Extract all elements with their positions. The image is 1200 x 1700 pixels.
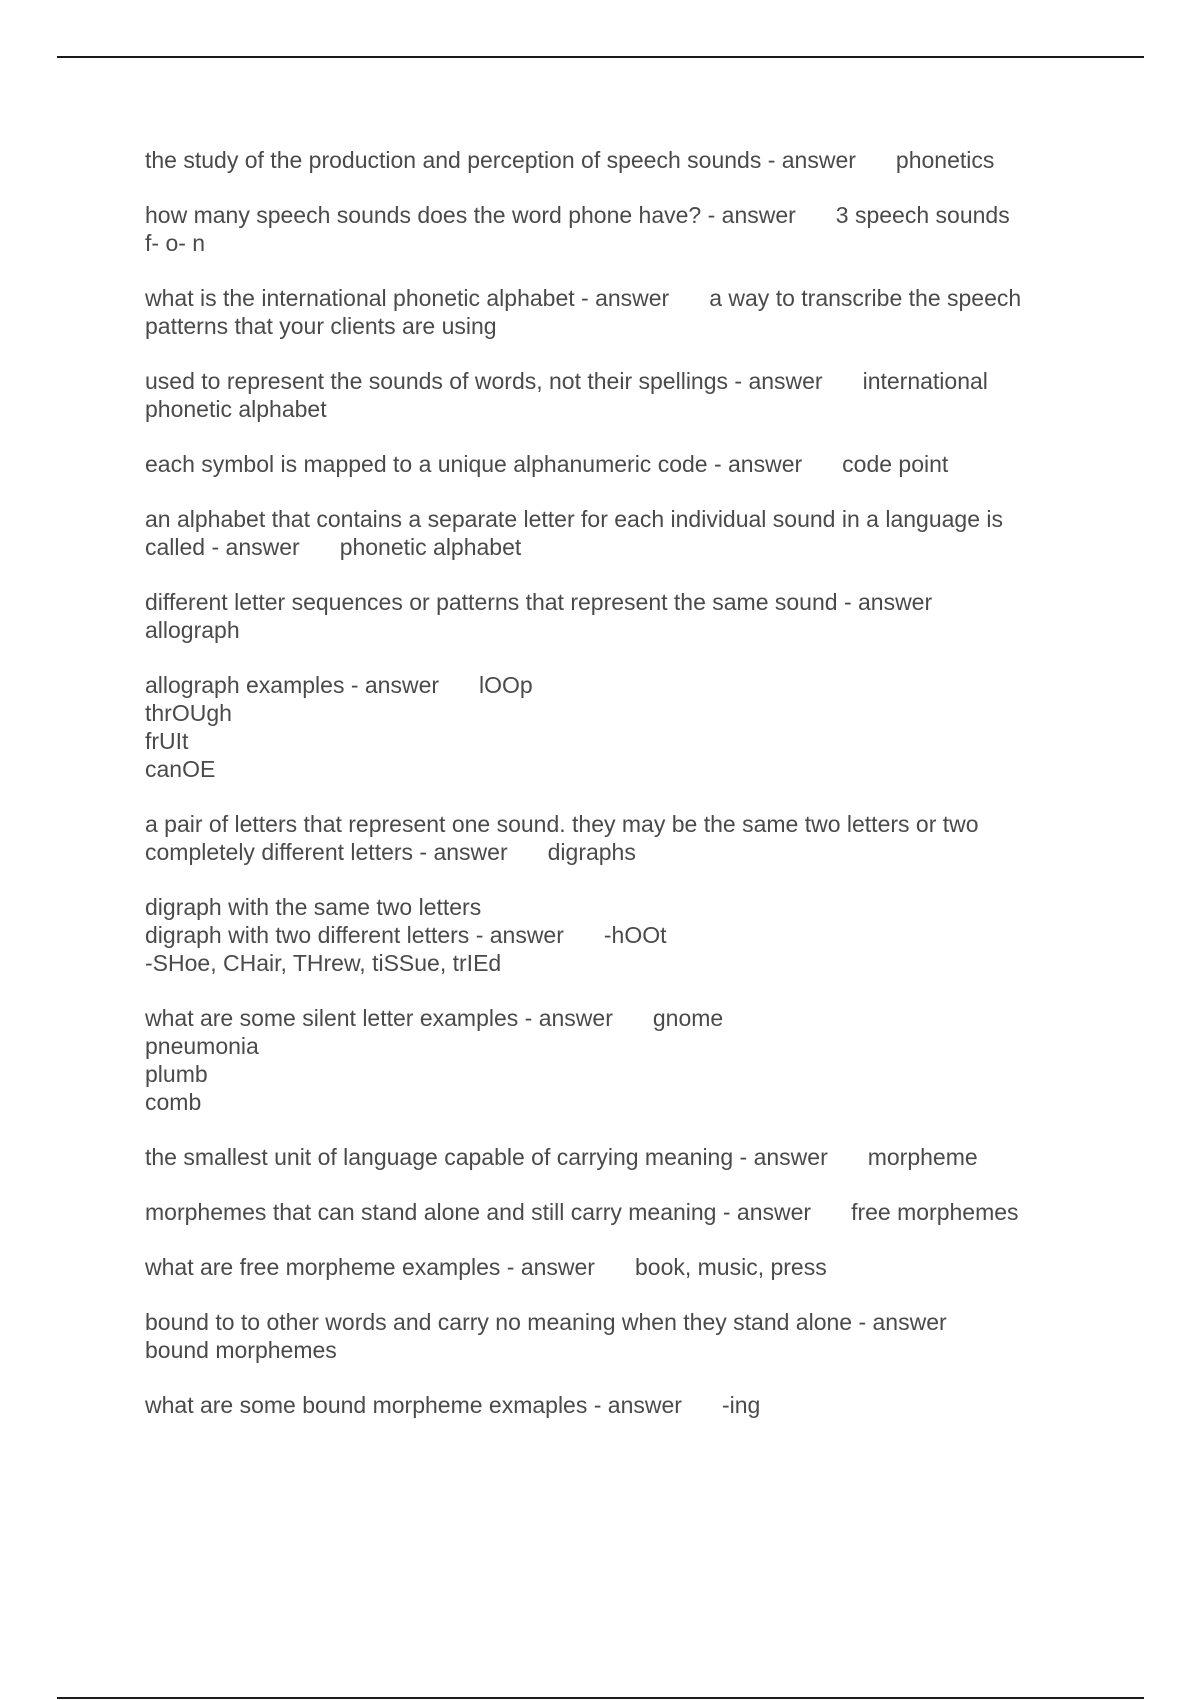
answer-text: a way to transcribe the speech patterns that your clients are using xyxy=(145,285,1022,339)
question-text: what is the international phonetic alphabet - answer xyxy=(145,285,670,311)
answer-text: phonetic alphabet xyxy=(339,534,522,560)
answer-text: allograph xyxy=(145,617,240,643)
bottom-rule xyxy=(57,1697,1144,1699)
question-text: how many speech sounds does the word phone have? - answer xyxy=(145,202,796,228)
list-item xyxy=(145,201,1085,257)
list-item xyxy=(145,810,1085,866)
question-text: the smallest unit of language capable of carrying meaning - answer xyxy=(145,1144,828,1170)
answer-text: gnome pneumonia plumb comb xyxy=(145,1005,724,1115)
question-text: an alphabet that contains a separate letter for each individual sound in a language is called - answer xyxy=(145,506,1003,560)
question-text: what are some silent letter examples - answer xyxy=(145,1005,613,1031)
answer-text: lOOp thrOUgh frUIt canOE xyxy=(145,672,533,782)
list-item xyxy=(145,146,1085,174)
list-item xyxy=(145,671,1085,783)
list-item xyxy=(145,1308,1085,1364)
answer-text: code point xyxy=(842,451,949,477)
list-item xyxy=(145,284,1085,340)
question-text: digraph with the same two letters digraph with two different letters - answer xyxy=(145,894,564,948)
answer-text: digraphs xyxy=(547,839,636,865)
question-text: used to represent the sounds of words, not their spellings - answer xyxy=(145,368,823,394)
answer-text: book, music, press xyxy=(634,1254,827,1280)
answer-text: bound morphemes xyxy=(145,1337,337,1363)
list-item xyxy=(145,1143,1085,1171)
list-item xyxy=(145,1253,1085,1281)
answer-text: -ing xyxy=(721,1392,761,1418)
list-item xyxy=(145,1391,1085,1419)
answer-text: 3 speech sounds f- o- n xyxy=(145,202,1010,256)
answer-text: phonetics xyxy=(895,147,995,173)
question-text: what are free morpheme examples - answer xyxy=(145,1254,595,1280)
question-text: morphemes that can stand alone and still carry meaning - answer xyxy=(145,1199,812,1225)
question-text: bound to to other words and carry no meaning when they stand alone - answer xyxy=(145,1309,947,1335)
question-text: different letter sequences or patterns that represent the same sound - answer xyxy=(145,589,933,615)
answer-text: international phonetic alphabet xyxy=(145,368,988,422)
question-text: what are some bound morpheme exmaples - answer xyxy=(145,1392,682,1418)
answer-text: free morphemes xyxy=(851,1199,1019,1225)
list-item xyxy=(145,588,1085,644)
list-item xyxy=(145,1198,1085,1226)
list-item xyxy=(145,505,1085,561)
question-text: allograph examples - answer xyxy=(145,672,440,698)
flashcard-list xyxy=(145,146,1085,1446)
question-text: each symbol is mapped to a unique alphanumeric code - answer xyxy=(145,451,803,477)
list-item xyxy=(145,367,1085,423)
question-text: the study of the production and perception of speech sounds - answer xyxy=(145,147,856,173)
answer-text: -hOOt -SHoe, CHair, THrew, tiSSue, trIEd xyxy=(145,922,667,976)
answer-text: morpheme xyxy=(867,1144,978,1170)
list-item xyxy=(145,1004,1085,1116)
list-item xyxy=(145,893,1085,977)
list-item xyxy=(145,450,1085,478)
question-text: a pair of letters that represent one sound. they may be the same two letters or two completely different letters - answer xyxy=(145,811,979,865)
top-rule xyxy=(57,56,1144,58)
